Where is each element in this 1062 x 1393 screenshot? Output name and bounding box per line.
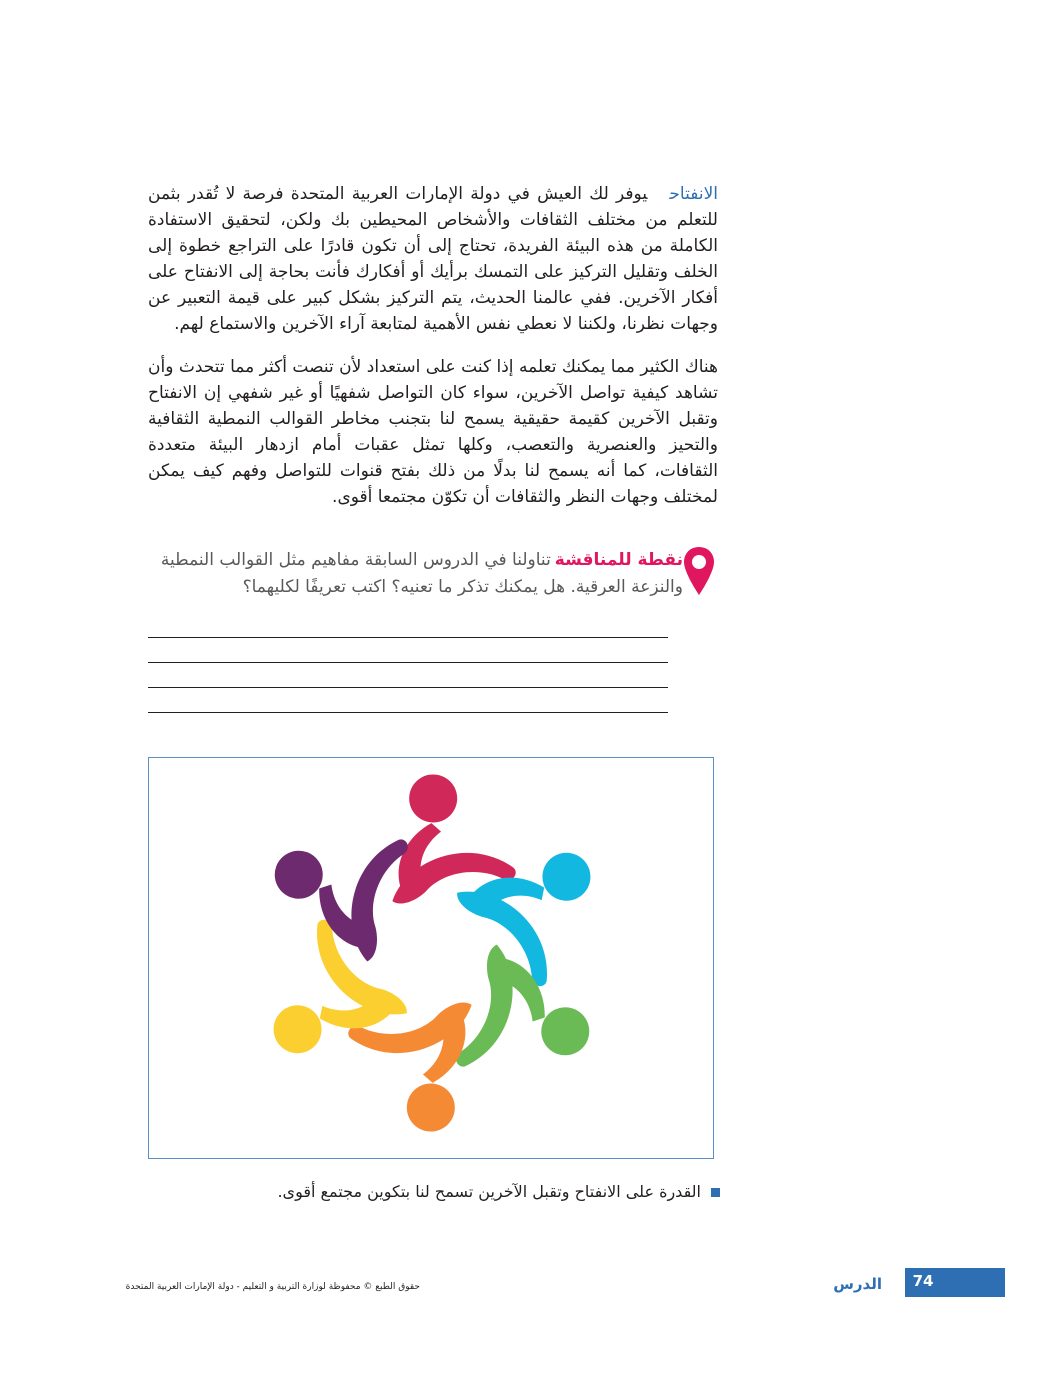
paragraph-2: هناك الكثير مما يمكنك تعلمه إذا كنت على استعداد لأن تنصت أكثر مما تتحدث وأن تشاهد كيفية تواصل الآخرين، سواء كان التواصل شفهيًا أو غير شفهي إن الانفتاح وتقبل الآخرين كقيمة حقيقية يسمح لنا بتجنب مخاطر القوالب النمطية الثقافية والتحيز والعنصرية والتعصب، وكلها تمثل عقبات أمام ازدهار البيئة متعددة الثقافات، كما أنه يسمح لنا بدلًا من ذلك بفتح قنوات للتواصل وفهم كيف يمكن لمختلف وجهات النظر والثقافات أن تكوّن مجتمعا أقوى. <box>148 357 718 507</box>
unity-circle-illustration <box>149 758 715 1160</box>
answer-line-1[interactable] <box>148 637 668 638</box>
discussion-box <box>148 547 683 601</box>
answer-line-4[interactable] <box>148 712 668 713</box>
discussion-title: نقطة للمناقشة <box>554 550 683 570</box>
discussion-text: تناولنا في الدروس السابقة مفاهيم مثل القوالب النمطية والنزعة العرقية. هل يمكنك تذكر ما تعنيه؟ اكتب تعريفًا لكليهما؟ <box>160 550 683 597</box>
person-figure-yellow <box>235 914 410 1089</box>
bullet-square-icon <box>711 1188 720 1197</box>
person-figure-blue <box>454 817 629 992</box>
section-keyword: الانفتاح <box>669 184 718 204</box>
location-pin-icon <box>682 545 716 597</box>
figure-caption <box>148 1182 720 1201</box>
answer-line-2[interactable] <box>148 662 668 663</box>
paragraph-1-text: يوفر لك العيش في دولة الإمارات العربية المتحدة فرصة لا تُقدر بثمن للتعلم من مختلف الثقافات والأشخاص المحيطين بك ولكن، لتحقيق الاستفادة الكاملة من هذه البيئة الفريدة، تحتاج إلى أن تكون قادرًا على التراجع خطوة إلى الخلف وتقليل التركيز على التمسك برأيك أو أفكارك فأنت بحاجة إلى الانفتاح على أفكار الآخرين. ففي عالمنا الحديث، يتم التركيز بشكل كبير على قيمة التعبير عن وجهات نظرنا، ولكننا لا نعطي نفس الأهمية لمتابعة آراء الآخرين والاستماع لهم. <box>148 184 718 334</box>
copyright-text: حقوق الطبع © محفوظة لوزارة التربية و التعليم - دولة الإمارات العربية المتحدة <box>125 1282 420 1292</box>
person-figure-green <box>450 943 608 1104</box>
page-number: 74 <box>912 1272 934 1290</box>
person-figure-purple <box>256 802 414 963</box>
lesson-label: الدرس <box>833 1275 882 1293</box>
unity-circle-figure <box>148 757 714 1159</box>
answer-line-3[interactable] <box>148 687 668 688</box>
caption-text: القدرة على الانفتاح وتقبل الآخرين تسمح لنا بتكوين مجتمع أقوى. <box>277 1182 701 1201</box>
intro-paragraph <box>148 181 718 337</box>
